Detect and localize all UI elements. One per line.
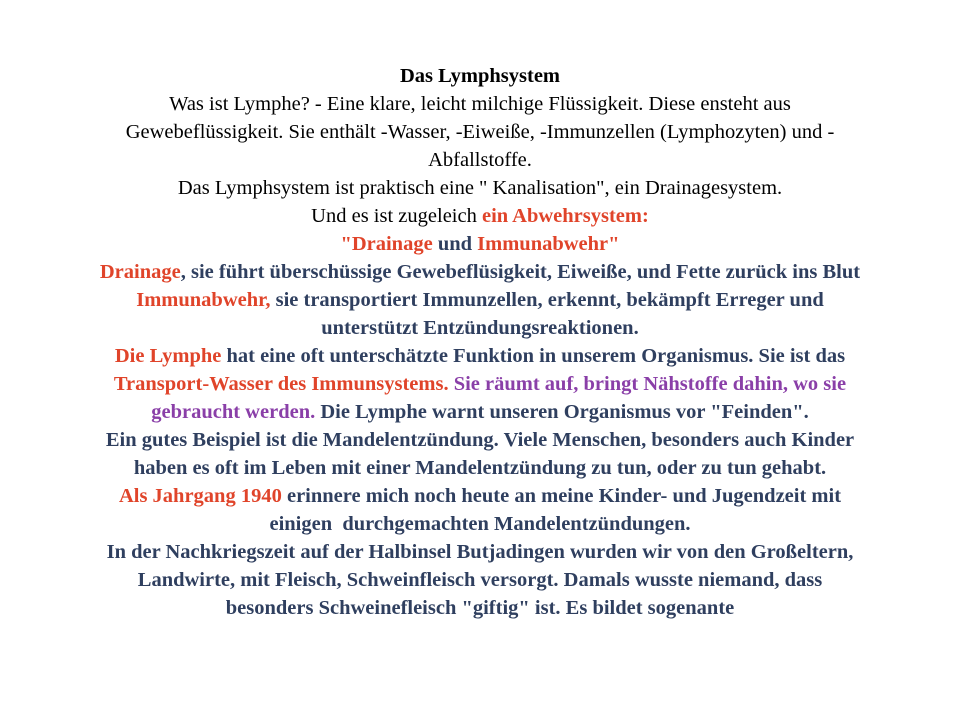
immunabwehr-line-1 [0,286,960,314]
subtitle-und: und [432,233,478,255]
transport-wasser-highlight: Transport-Wasser des Immunsystems. [113,373,449,395]
immunabwehr-line-2: unterstützt Entzündungsreaktionen. [321,317,639,339]
jahrgang-text-1: erinnere mich noch heute an meine Kinder- und Jugendzeit mit [281,485,842,507]
lymphe-text-3a: gebraucht werden. [151,401,316,423]
beispiel-line-1: Ein gutes Beispiel ist die Mandelentzündung. Viele Menschen, besonders auch Kinder [105,429,855,451]
lymphe-text-2: Sie räumt auf, bringt Nähstoffe dahin, wo sie [448,373,847,395]
document-title: Das Lymphsystem [399,65,561,87]
jahrgang-line-2: einigen durchgemachten Mandelentzündungen. [269,513,691,535]
intro-line-3: Abfallstoffe. [428,149,532,171]
drainage-term: Drainage [99,261,181,283]
intro-line-5-text: Und es ist zugeleich [311,205,482,227]
immunabwehr-text-1: sie transportiert Immunzellen, erkennt, bekämpft Erreger und [270,289,824,311]
intro-line-2: Gewebeflüssigkeit. Sie enthält -Wasser, -Eiweiße, -Immunzellen (Lymphozyten) und - [125,121,835,143]
nachkrieg-line-2: Landwirte, mit Fleisch, Schweinfleisch versorgt. Damals wusste niemand, dass [137,569,823,591]
lymphe-line-3 [0,398,960,426]
nachkrieg-line-3: besonders Schweinefleisch "giftig" ist. Es bildet sogenante [225,597,735,619]
subtitle-immunabwehr: Immunabwehr" [477,233,620,255]
drainage-line [0,258,960,286]
subtitle-drainage: "Drainage [340,233,433,255]
lymphe-line-1 [0,342,960,370]
subtitle-line [0,230,960,258]
lymphe-term: Die Lymphe [114,345,222,367]
intro-line-5 [0,202,960,230]
nachkrieg-line-1: In der Nachkriegszeit auf der Halbinsel Butjadingen wurden wir von den Großeltern, [106,541,854,563]
document-body [0,62,960,622]
jahrgang-line-1 [0,482,960,510]
drainage-text: , sie führt überschüssige Gewebeflüsigkeit, Eiweiße, und Fette zurück ins Blut [180,261,861,283]
lymphe-text-1: hat eine oft unterschätzte Funktion in unserem Organismus. Sie ist das [221,345,846,367]
lymphe-text-3b: Die Lymphe warnt unseren Organismus vor "Feinden". [315,401,809,423]
beispiel-line-2: haben es oft im Leben mit einer Mandelentzündung zu tun, oder zu tun gehabt. [133,457,827,479]
lymphe-line-2 [0,370,960,398]
abwehrsystem-highlight: ein Abwehrsystem: [481,205,649,227]
intro-line-4: Das Lymphsystem ist praktisch eine " Kanalisation", ein Drainagesystem. [177,177,783,199]
intro-line-1: Was ist Lymphe? - Eine klare, leicht milchige Flüssigkeit. Diese ensteht aus [169,93,791,115]
immunabwehr-term: Immunabwehr, [136,289,271,311]
jahrgang-highlight: Als Jahrgang 1940 [118,485,282,507]
